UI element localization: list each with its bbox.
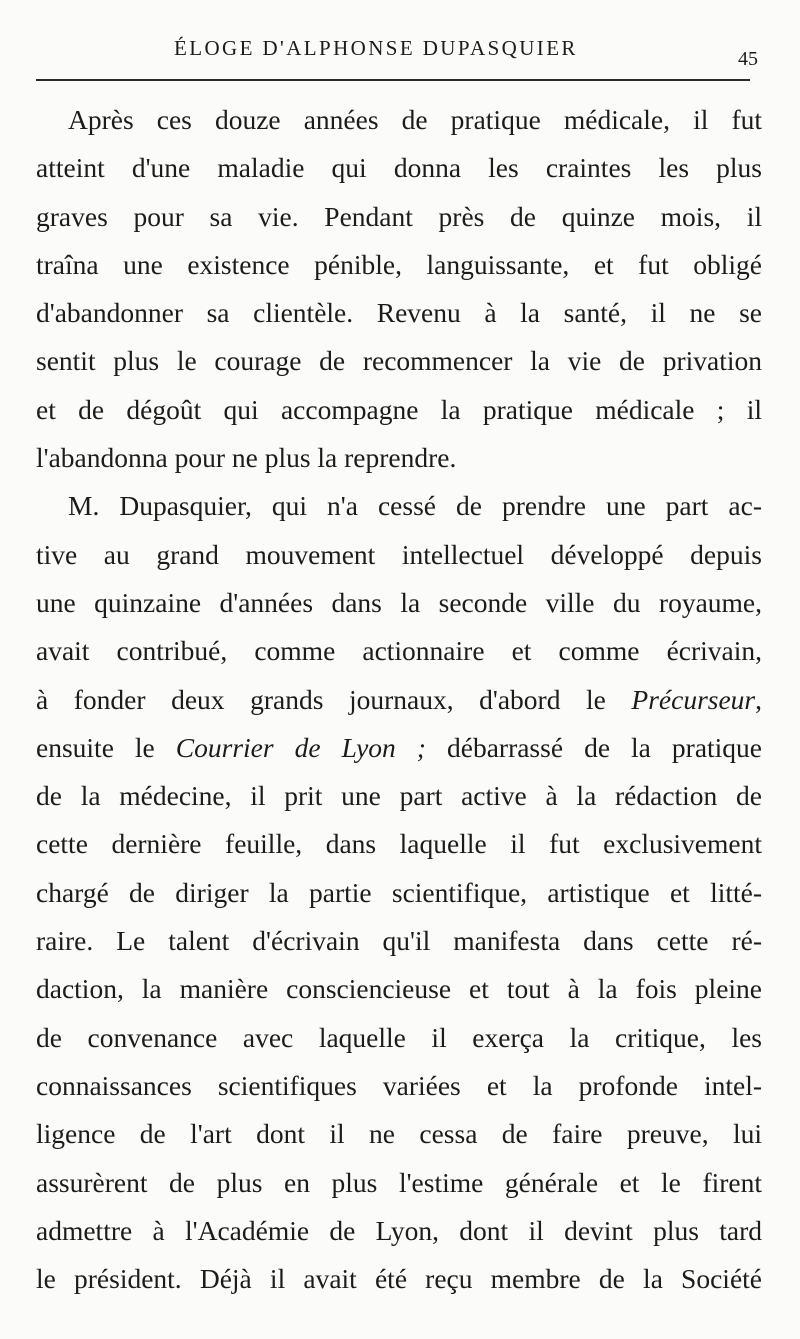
paragraph-1 (36, 96, 762, 482)
header-rule (36, 79, 750, 81)
text-line: de convenance avec laquelle il exerça la critique, les (36, 1021, 762, 1053)
text-line: assurèrent de plus en plus l'estime générale et le firent (36, 1166, 762, 1198)
text-line: chargé de diriger la partie scientifique, artistique et litté- (36, 876, 762, 908)
body-text (36, 96, 762, 1303)
paragraph-2 (36, 482, 762, 1303)
text-line: atteint d'une maladie qui donna les craintes les plus (36, 152, 762, 184)
text-line: Après ces douze années de pratique médicale, il fut (68, 104, 762, 135)
text-line: traîna une existence pénible, languissante, et fut obligé (36, 248, 762, 280)
newspaper-title-precurseur: Précurseur (631, 683, 756, 715)
text-line: le président. Déjà il avait été reçu membre de la Société (36, 1263, 762, 1295)
line-prefix: à fonder deux grands journaux, d'abord le (36, 683, 606, 715)
text-line: et de dégoût qui accompagne la pratique médicale ; il (36, 393, 762, 425)
text-line-with-title (36, 724, 762, 772)
text-line: sentit plus le courage de recommencer la vie de privation (36, 345, 762, 377)
newspaper-title-courrier: Courrier de Lyon ; (175, 731, 426, 763)
text-line: de la médecine, il prit une part active à la rédaction de (36, 780, 762, 812)
text-line: M. Dupasquier, qui n'a cessé de prendre une part ac- (68, 490, 762, 522)
page-number: 45 (738, 48, 758, 70)
text-line: tive au grand mouvement intellectuel développé depuis (36, 538, 762, 570)
running-title: ÉLOGE D'ALPHONSE DUPASQUIER (174, 36, 578, 60)
text-line: graves pour sa vie. Pendant près de quinze mois, il (36, 200, 762, 232)
page-header (36, 34, 762, 74)
line-suffix: débarrassé de la pratique (447, 731, 763, 763)
text-line: cette dernière feuille, dans laquelle il fut exclusivement (36, 828, 762, 860)
text-line: raire. Le talent d'écrivain qu'il manifesta dans cette ré- (36, 925, 762, 957)
text-line: d'abandonner sa clientèle. Revenu à la santé, il ne se (36, 297, 762, 329)
text-line: ligence de l'art dont il ne cessa de faire preuve, lui (36, 1118, 762, 1150)
text-line: connaissances scientifiques variées et la profonde intel- (36, 1069, 762, 1101)
text-line: une quinzaine d'années dans la seconde ville du royaume, (36, 586, 762, 618)
text-line: avait contribué, comme actionnaire et comme écrivain, (36, 635, 762, 667)
text-line-with-title (36, 676, 762, 724)
text-line: daction, la manière consciencieuse et tout à la fois pleine (36, 973, 762, 1005)
text-line: l'abandonna pour ne plus la reprendre. (36, 442, 457, 474)
line-suffix: , (755, 683, 763, 715)
line-prefix: ensuite le (36, 731, 155, 763)
text-line: admettre à l'Académie de Lyon, dont il devint plus tard (36, 1214, 762, 1246)
